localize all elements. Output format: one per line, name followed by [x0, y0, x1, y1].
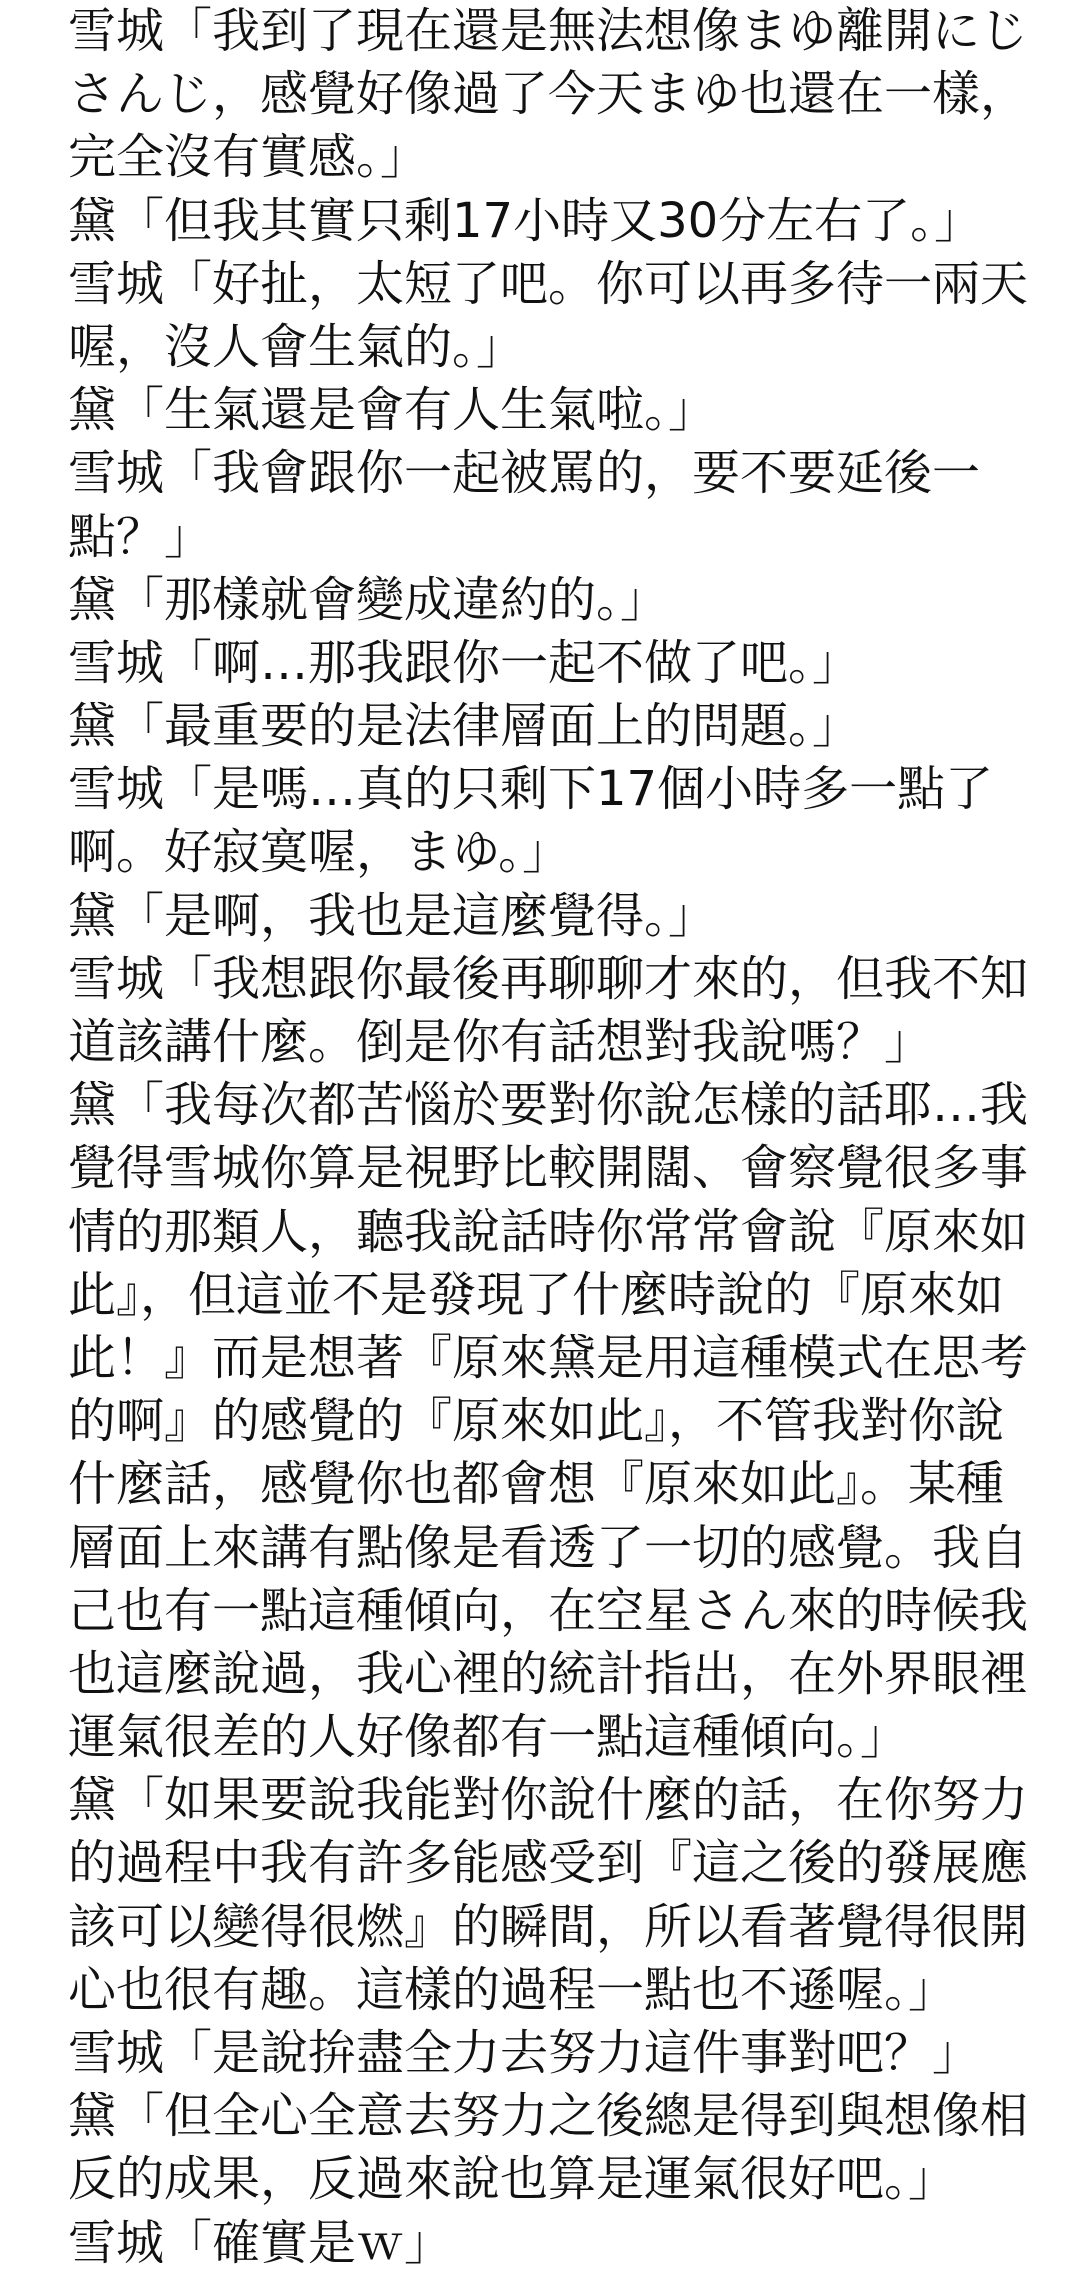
text-line: 雪城「啊…那我跟你一起不做了吧。」 [68, 634, 861, 691]
text-line: 黛「我每次都苦惱於要對你說怎樣的話耶…我 [68, 1077, 1029, 1134]
text-line: 什麼話，感覺你也都會想『原來如此』。某種 [68, 1456, 1005, 1513]
text-line: 己也有一點這種傾向，在空星さん來的時候我 [68, 1582, 1029, 1639]
text-line: 覺得雪城你算是視野比較開闊、會察覺很多事 [68, 1140, 1029, 1197]
text-line: 雪城「我會跟你一起被罵的，要不要延後一 [68, 445, 981, 502]
text-line: 黛「但全心全意去努力之後總是得到與想像相 [68, 2088, 1029, 2145]
transcript-text [68, 0, 1058, 2275]
text-line: 此！』而是想著『原來黛是用這種模式在思考 [68, 1329, 1029, 1386]
text-line: 完全沒有實感。」 [68, 129, 429, 186]
text-line: さんじ，感覺好像過了今天まゆ也還在一樣， [68, 66, 1029, 123]
text-line: 的過程中我有許多能感受到『這之後的發展應 [68, 1835, 1029, 1892]
text-line: 雪城「我到了現在還是無法想像まゆ離開にじ [68, 3, 1029, 59]
text-line: 黛「是啊，我也是這麼覺得。」 [68, 887, 717, 944]
text-line: 雪城「好扯，太短了吧。你可以再多待一兩天 [68, 255, 1029, 312]
text-line: 喔，沒人會生氣的。」 [68, 318, 525, 375]
text-line: 雪城「我想跟你最後再聊聊才來的，但我不知 [68, 950, 1029, 1007]
text-line: 情的那類人，聽我說話時你常常會說『原來如 [68, 1203, 1029, 1260]
text-line: 道該講什麼。倒是你有話想對我說嗎？」 [68, 1014, 933, 1070]
text-line: 該可以變得很燃』的瞬間，所以看著覺得很開 [68, 1898, 1029, 1955]
text-line: 黛「但我其實只剩17小時又30分左右了。」 [68, 192, 983, 249]
text-line: 黛「最重要的是法律層面上的問題。」 [68, 698, 861, 755]
text-line: 雪城「是嗎…真的只剩下17個小時多一點了 [68, 761, 994, 818]
text-line: 黛「生氣還是會有人生氣啦。」 [68, 382, 717, 439]
text-line: 運氣很差的人好像都有一點這種傾向。」 [68, 1709, 909, 1766]
text-line: 黛「如果要說我能對你說什麼的話，在你努力 [68, 1772, 1029, 1829]
text-line: 點？」 [68, 508, 213, 565]
text-line: 也這麼說過，我心裡的統計指出，在外界眼裡 [68, 1645, 1029, 1702]
text-line: 反的成果，反過來說也算是運氣很好吧。」 [68, 2151, 957, 2208]
text-line: 啊。好寂寞喔，まゆ。」 [68, 824, 571, 881]
text-line: 心也很有趣。這樣的過程一點也不遜喔。」 [68, 1961, 957, 2018]
text-line: 黛「那樣就會變成違約的。」 [68, 571, 669, 628]
text-line: 雪城「確實是ｗ」 [68, 2214, 453, 2271]
text-line: 雪城「是說拚盡全力去努力這件事對吧？」 [68, 2025, 981, 2081]
text-line: 此』，但這並不是發現了什麼時說的『原來如 [68, 1266, 1005, 1323]
text-line: 的啊』的感覺的『原來如此』，不管我對你說 [68, 1393, 1005, 1450]
text-line: 層面上來講有點像是看透了一切的感覺。我自 [68, 1519, 1029, 1576]
